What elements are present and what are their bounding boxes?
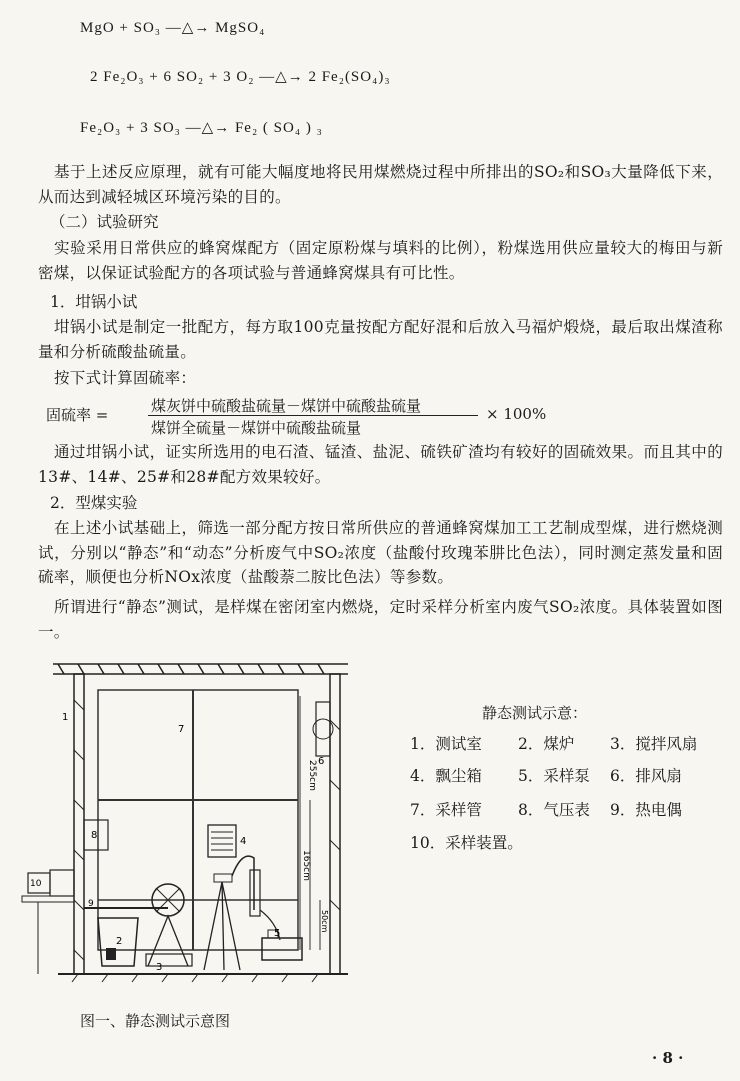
- paragraph-reaction-principle: 基于上述反应原理，就有可能大幅度地将民用煤燃烧过程中所排出的SO₂和SO₃大量降低下来，从而达到减轻城区环境污染的目的。: [38, 163, 723, 206]
- label-6: 6: [318, 756, 325, 767]
- legend-item-thermocouple: 9．热电偶: [610, 801, 682, 819]
- subheading-crucible-test: 1．坩锅小试: [50, 293, 138, 311]
- label-9: 9: [88, 899, 94, 909]
- figure-caption: 图一、静态测试示意图: [80, 1012, 231, 1030]
- legend-row-4: [410, 831, 523, 853]
- paragraph-experiment-setup: 实验采用日常供应的蜂窝煤配方（固定原粉煤与填料的比例），粉煤选用供应量较大的梅田与新密煤，以保证试验配方的各项试验与普通蜂窝煤具有可比性。: [38, 239, 723, 282]
- legend-item-sampling-tube: 7．采样管: [410, 801, 482, 819]
- label-7: 7: [178, 724, 185, 735]
- label-1: 1: [62, 712, 69, 723]
- label-2: 2: [116, 936, 123, 947]
- dimension-50cm: 50cm: [320, 910, 329, 933]
- equation-1: MgO + SO₃ —△→ MgSO₄: [80, 20, 266, 36]
- legend-row-1: [410, 732, 697, 754]
- formula-numerator: 煤灰饼中硫酸盐硫量－煤饼中硫酸盐硫量: [151, 397, 422, 415]
- section-heading-experiment: （二）试验研究: [50, 213, 159, 231]
- formula-label: 固硫率 =: [46, 406, 109, 424]
- paragraph-briquette-test: 在上述小试基础上，筛选一部分配方按日常所供应的普通蜂窝煤加工工艺制成型煤，进行燃烧测试，分别以“静态”和“动态”分析废气中SO₂浓度（盐酸付玫瑰苯肼比色法），同时测定蒸发量和固硫率，顺便也分析NOx浓度（盐酸萘二胺比色法）等参数。: [38, 519, 723, 586]
- legend-title: 静态测试示意：: [482, 704, 588, 722]
- dimension-165cm: 165cm: [301, 850, 311, 881]
- label-4: 4: [240, 836, 247, 847]
- legend-item-barometer: 8．气压表: [518, 801, 590, 819]
- formula-denominator: 煤饼全硫量－煤饼中硫酸盐硫量: [151, 419, 362, 437]
- legend-item-stirring-fan: 3．搅拌风扇: [610, 735, 698, 753]
- subheading-briquette-test: 2．型煤实验: [50, 494, 138, 512]
- fraction-bar: [148, 415, 478, 416]
- legend-item-exhaust-fan: 6．排风扇: [610, 767, 682, 785]
- equation-3: Fe₂O₃ + 3 SO₃ —△→ Fe₂ ( SO₄ ) ₃: [80, 120, 323, 136]
- legend-item-sampling-pump: 5．采样泵: [518, 767, 590, 785]
- legend-item-sampling-device: 10．采样装置。: [410, 834, 523, 852]
- equation-2: 2 Fe₂O₃ + 6 SO₂ + 3 O₂ —△→ 2 Fe₂(SO₄)₃: [90, 69, 391, 85]
- legend-item-dust-box: 4．飘尘箱: [410, 767, 482, 785]
- legend-item-test-chamber: 1．测试室: [410, 735, 482, 753]
- label-5: 5: [274, 928, 281, 939]
- legend-row-3: [410, 798, 682, 820]
- paragraph-static-test: 所谓进行“静态”测试，是样煤在密闭室内燃烧，定时采样分析室内废气SO₂浓度。具体装置如图一。: [38, 598, 723, 641]
- label-3: 3: [156, 962, 163, 973]
- label-10: 10: [30, 879, 42, 889]
- legend-row-2: [410, 764, 682, 786]
- paragraph-crucible-results: 通过坩锅小试，证实所选用的电石渣、锰渣、盐泥、硫铁矿渣均有较好的固硫效果。而且其中的13#、14#、25#和28#配方效果较好。: [38, 443, 723, 486]
- paragraph-crucible-test: 坩锅小试是制定一批配方，每方取100克量按配方配好混和后放入马福炉煅烧，最后取出煤渣称量和分析硫酸盐硫量。: [38, 318, 723, 361]
- paragraph-formula-intro: 按下式计算固硫率：: [54, 369, 197, 387]
- label-8: 8: [91, 830, 98, 841]
- sulfur-retention-formula: [38, 395, 638, 435]
- legend-item-stove: 2．煤炉: [518, 735, 575, 753]
- dimension-255cm: 255cm: [307, 760, 317, 791]
- page-number: · 8 ·: [652, 1049, 684, 1067]
- static-test-diagram: [18, 660, 358, 990]
- formula-multiplier: × 100%: [486, 405, 547, 423]
